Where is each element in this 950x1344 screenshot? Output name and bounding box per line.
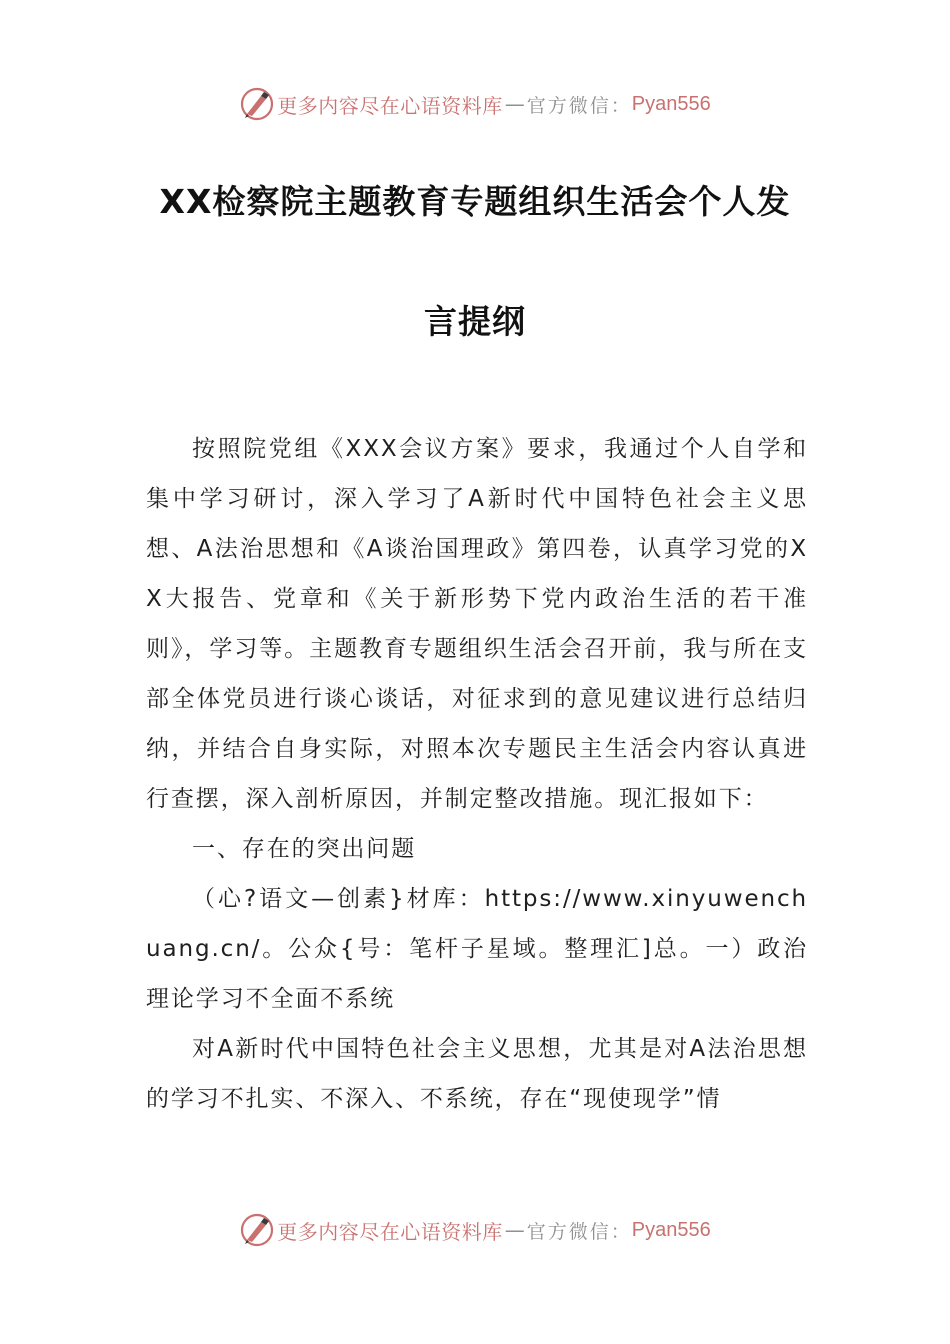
banner-text: 更多内容尽在心语资料库 <box>277 93 503 118</box>
banner-official-label: 官方微信： <box>526 1220 632 1243</box>
paragraph-subheading: （心?语文—创素}材库：https://www.xinyuwenchuang.cn/。公众{号：笔杆子星域。整理汇]总。一）政治理论学习不全面不系统 <box>146 886 808 1012</box>
banner-separator: — <box>504 92 525 116</box>
banner-official-label: 官方微信： <box>526 94 632 117</box>
footer-banner <box>0 1210 950 1250</box>
header-banner <box>0 84 950 124</box>
paragraph-intro: 按照院党组《XXX会议方案》要求，我通过个人自学和集中学习研讨，深入学习了A新时代中国特色社会主义思想、A法治思想和《A谈治国理政》第四卷，认真学习党的XX大报告、党章和《关于新形势下党内政治生活的若干准则》，学习等。主题教育专题组织生活会召开前，我与所在支部全体党员进行谈心谈话，对征求到的意见建议进行总结归纳，并结合自身实际，对照本次专题民主生活会内容认真进行查摆，深入剖析原因，并制定整改措施。现汇报如下： <box>146 436 808 812</box>
banner-account-id: Pyan556 <box>631 1218 711 1241</box>
document-title-line1: XX检察院主题教育专题组织生活会个人发 <box>159 182 791 221</box>
paragraph-detail: 对A新时代中国特色社会主义思想，尤其是对A法治思想的学习不扎实、不深入、不系统，存在“现使现学”情 <box>146 1036 808 1112</box>
banner-separator: — <box>504 1218 525 1242</box>
document-body <box>146 424 808 1124</box>
pen-logo-icon <box>239 86 275 122</box>
banner-text: 更多内容尽在心语资料库 <box>277 1219 503 1244</box>
section-heading: 一、存在的突出问题 <box>192 836 417 862</box>
pen-logo-icon <box>239 1212 275 1248</box>
banner-account-id: Pyan556 <box>631 92 711 115</box>
document-title-line2: 言提纲 <box>424 302 526 341</box>
